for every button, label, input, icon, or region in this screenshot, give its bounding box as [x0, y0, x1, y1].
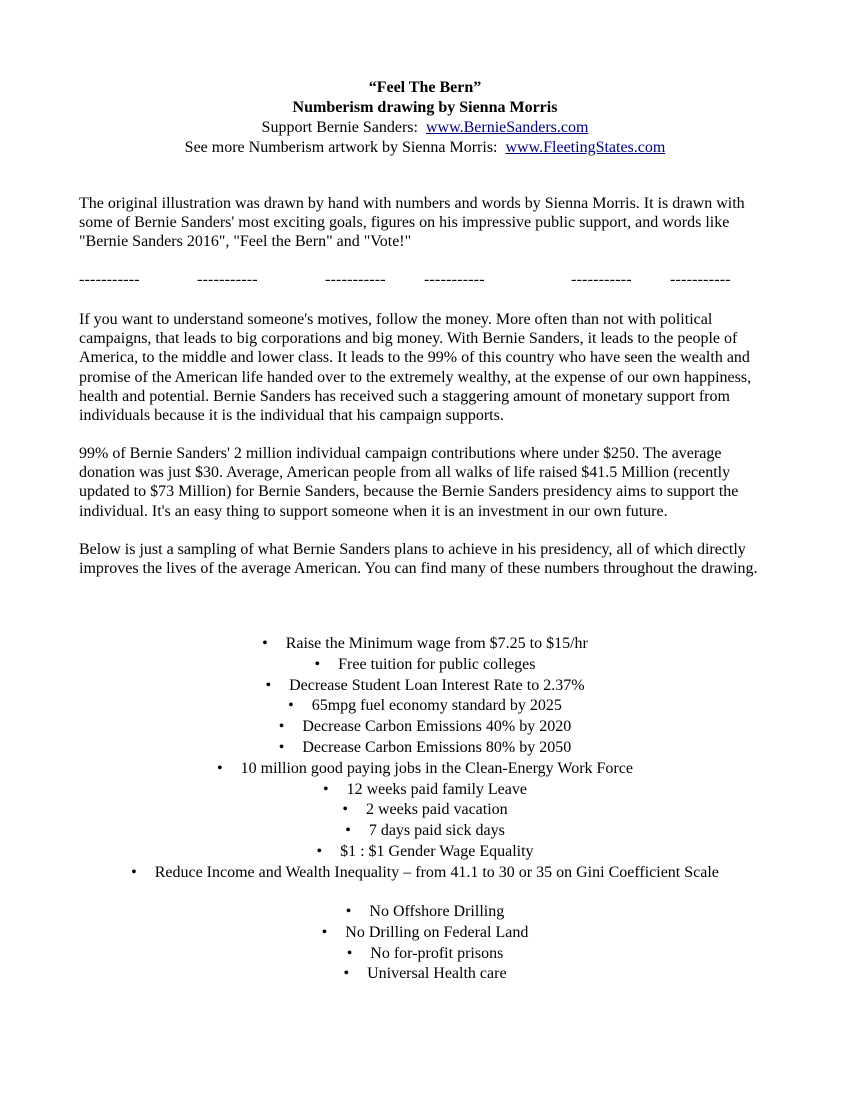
separator-row	[0, 271, 850, 291]
list-item: • Raise the Minimum wage from $7.25 to $15/hr	[0, 634, 850, 655]
bullet-icon: •	[345, 822, 351, 840]
bullet-icon: •	[278, 718, 285, 736]
bullet-icon: •	[321, 923, 328, 941]
list-item: • 12 weeks paid family Leave	[0, 780, 850, 801]
support-prefix: Support Bernie Sanders:	[261, 119, 418, 136]
document-subtitle: Numberism drawing by Sienna Morris	[292, 99, 558, 116]
list-item: • No for-profit prisons	[0, 944, 850, 965]
list-item: • 65mpg fuel economy standard by 2025	[0, 696, 850, 717]
list-item: • Decrease Student Loan Interest Rate to 2.37%	[0, 676, 850, 697]
separator-dash: -----------	[197, 271, 258, 288]
list-item: • Free tuition for public colleges	[0, 655, 850, 676]
list-item: • Universal Health care	[0, 964, 850, 985]
goals-more-list	[0, 902, 850, 985]
more-artwork-prefix: See more Numberism artwork by Sienna Morris:	[184, 139, 498, 156]
motives-paragraph: If you want to understand someone's motives, follow the money. More often than not with political campaigns, that leads to big corporations and big money. With Bernie Sanders, it leads to the people of America, to the middle and lower class. It leads to the 99% of this country who have seen the wealth and promise of the American life handed over to the extremely wealthy, at the expense of our own happiness, health and potential. Bernie Sanders has received such a staggering amount of monetary support from individuals because it is the individual that his campaign supports.	[79, 311, 752, 425]
separator-dash: -----------	[424, 271, 485, 288]
list-item: • No Drilling on Federal Land	[0, 923, 850, 944]
separator-dash: -----------	[79, 271, 140, 288]
list-item: • 7 days paid sick days	[0, 821, 850, 842]
list-item: • $1 : $1 Gender Wage Equality	[0, 842, 850, 863]
fleeting-states-link[interactable]: www.FleetingStates.com	[505, 139, 666, 156]
bullet-icon: •	[314, 655, 321, 673]
bullet-icon: •	[278, 738, 285, 756]
list-item: • 10 million good paying jobs in the Clean-Energy Work Force	[0, 759, 850, 780]
list-item: • Decrease Carbon Emissions 40% by 2020	[0, 717, 850, 738]
bullet-icon: •	[316, 842, 323, 860]
list-item: • Reduce Income and Wealth Inequality – from 41.1 to 30 or 35 on Gini Coefficient Scale	[0, 863, 850, 884]
list-item: • No Offshore Drilling	[0, 902, 850, 923]
bullet-icon: •	[288, 697, 294, 715]
support-line	[0, 118, 850, 138]
bullet-icon: •	[265, 676, 272, 694]
bullet-icon: •	[323, 780, 329, 798]
separator-dash: -----------	[325, 271, 386, 288]
document-header	[0, 78, 850, 158]
bullet-icon: •	[342, 801, 348, 819]
bullet-icon: •	[346, 944, 353, 962]
contributions-paragraph: 99% of Bernie Sanders' 2 million individual campaign contributions where under $250. The average donation was just $30. Average, American people from all walks of life raised $41.5 Million (recently updated to $73 Million) for Bernie Sanders, because the Bernie Sanders presidency aims to support the individual. It's an easy thing to support someone when it is an investment in our own future.	[79, 445, 739, 520]
bernie-sanders-link[interactable]: www.BernieSanders.com	[425, 119, 589, 136]
bullet-icon: •	[217, 759, 223, 777]
separator-dash: -----------	[571, 271, 632, 288]
intro-paragraph: The original illustration was drawn by hand with numbers and words by Sienna Morris. It is drawn with some of Bernie Sanders' most exciting goals, figures on his impressive public support, and words like "Bernie Sanders 2016", "Feel the Bern" and "Vote!"	[79, 195, 745, 251]
plans-paragraph: Below is just a sampling of what Bernie Sanders plans to achieve in his presidency, all of which directly improves the lives of the average American. You can find many of these numbers throughout the drawing.	[79, 541, 758, 578]
bullet-icon: •	[131, 863, 137, 881]
more-artwork-line	[0, 138, 850, 158]
document-title: “Feel The Bern”	[368, 79, 482, 96]
bullet-icon: •	[343, 965, 350, 983]
bullet-icon: •	[345, 903, 352, 920]
separator-dash: -----------	[670, 271, 731, 288]
bullet-icon: •	[262, 635, 268, 652]
list-item: • 2 weeks paid vacation	[0, 800, 850, 821]
list-item: • Decrease Carbon Emissions 80% by 2050	[0, 738, 850, 759]
goals-list	[0, 634, 850, 884]
